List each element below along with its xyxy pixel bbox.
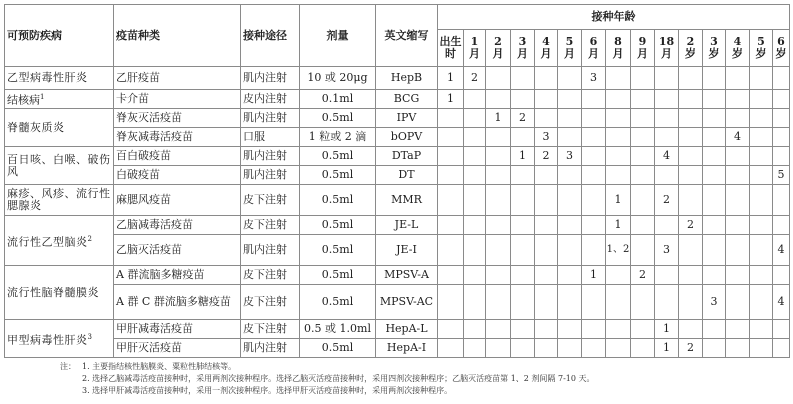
dose-number: [726, 185, 750, 216]
vaccine-cell: 乙脑减毒活疫苗: [114, 216, 241, 235]
dose-number: [486, 128, 511, 147]
dose-number: [750, 216, 773, 235]
dose-number: [703, 90, 726, 109]
dose-number: [679, 235, 703, 266]
abbr-cell: DT: [376, 166, 438, 185]
header-vaccine: 疫苗种类: [114, 5, 241, 67]
table-row: [5, 216, 790, 235]
dose-number: [703, 147, 726, 166]
dose-number: [464, 320, 486, 339]
dose-number: 1: [438, 90, 464, 109]
dose-number: 1: [655, 320, 679, 339]
dose-cell: 0.5ml: [300, 109, 376, 128]
dose-number: [750, 185, 773, 216]
dose-number: [606, 166, 631, 185]
dose-number: [438, 339, 464, 358]
dose-number: [703, 320, 726, 339]
dose-cell: 0.5ml: [300, 285, 376, 320]
dose-cell: 0.5 或 1.0ml: [300, 320, 376, 339]
dose-cell: 0.5ml: [300, 339, 376, 358]
dose-number: [486, 166, 511, 185]
dose-number: [558, 90, 582, 109]
dose-number: [558, 339, 582, 358]
disease-cell: 脊髓灰质炎: [5, 109, 114, 147]
dose-number: [438, 166, 464, 185]
dose-number: [438, 109, 464, 128]
dose-number: [750, 235, 773, 266]
dose-number: 1: [486, 109, 511, 128]
dose-cell: 0.1ml: [300, 90, 376, 109]
dose-number: [438, 128, 464, 147]
dose-number: [679, 320, 703, 339]
table-row: [5, 90, 790, 109]
dose-number: [679, 185, 703, 216]
dose-number: [558, 185, 582, 216]
age-header: 5 岁: [750, 30, 773, 67]
dose-number: [631, 90, 655, 109]
dose-number: [464, 185, 486, 216]
route-cell: 皮下注射: [241, 216, 300, 235]
dose-number: [750, 90, 773, 109]
table-row: [5, 147, 790, 166]
dose-number: [726, 216, 750, 235]
age-header: 2 月: [486, 30, 511, 67]
dose-number: [726, 166, 750, 185]
dose-number: [464, 266, 486, 285]
dose-number: [726, 235, 750, 266]
route-cell: 皮下注射: [241, 285, 300, 320]
dose-number: [726, 109, 750, 128]
dose-number: [558, 166, 582, 185]
dose-number: 3: [582, 67, 606, 90]
dose-number: [535, 90, 558, 109]
footnote-mark: 1: [40, 93, 45, 102]
age-header: 5 月: [558, 30, 582, 67]
dose-number: [606, 320, 631, 339]
dose-number: 1: [438, 67, 464, 90]
dose-number: [703, 67, 726, 90]
dose-number: [703, 109, 726, 128]
dose-number: [438, 185, 464, 216]
dose-number: [558, 109, 582, 128]
dose-number: [773, 67, 790, 90]
dose-number: [750, 266, 773, 285]
abbr-cell: bOPV: [376, 128, 438, 147]
dose-number: [750, 320, 773, 339]
dose-number: [655, 128, 679, 147]
dose-number: [535, 320, 558, 339]
route-cell: 肌内注射: [241, 67, 300, 90]
vaccine-cell: 乙肝疫苗: [114, 67, 241, 90]
dose-number: [535, 166, 558, 185]
dose-number: [750, 285, 773, 320]
dose-number: [655, 285, 679, 320]
vaccine-cell: 甲肝减毒活疫苗: [114, 320, 241, 339]
vaccine-cell: A 群 C 群流脑多糖疫苗: [114, 285, 241, 320]
dose-number: [773, 320, 790, 339]
abbr-cell: MPSV-AC: [376, 285, 438, 320]
dose-number: [535, 266, 558, 285]
dose-number: [558, 128, 582, 147]
disease-cell: 百日咳、白喉、破伤风: [5, 147, 114, 185]
age-header: 3 月: [511, 30, 535, 67]
dose-number: [438, 320, 464, 339]
dose-number: [726, 285, 750, 320]
dose-number: [464, 109, 486, 128]
abbr-cell: JE-I: [376, 235, 438, 266]
dose-number: [631, 216, 655, 235]
dose-number: 4: [773, 235, 790, 266]
dose-number: [438, 235, 464, 266]
dose-number: [703, 216, 726, 235]
dose-number: [773, 266, 790, 285]
dose-number: [679, 147, 703, 166]
dose-number: [535, 339, 558, 358]
dose-number: [655, 67, 679, 90]
dose-number: 2: [679, 339, 703, 358]
dose-number: [511, 166, 535, 185]
dose-number: [606, 90, 631, 109]
dose-number: [558, 216, 582, 235]
dose-number: [535, 216, 558, 235]
vaccine-cell: 麻腮风疫苗: [114, 185, 241, 216]
disease-cell: 乙型病毒性肝炎: [5, 67, 114, 90]
dose-number: [535, 67, 558, 90]
dose-number: [582, 235, 606, 266]
dose-number: [631, 128, 655, 147]
footnote-2: 2. 选择乙脑减毒活疫苗接种时，采用两剂次接种程序。选择乙脑灭活疫苗接种时，采用四剂次接种程序；乙脑灭活疫苗第 1、2 剂间隔 7-10 天。: [82, 374, 595, 383]
dose-number: [511, 216, 535, 235]
dose-number: [582, 166, 606, 185]
schedule-table: [4, 4, 790, 358]
dose-number: [486, 67, 511, 90]
dose-number: [511, 128, 535, 147]
dose-number: [631, 166, 655, 185]
dose-number: [486, 266, 511, 285]
dose-number: [679, 67, 703, 90]
dose-number: [726, 320, 750, 339]
table-row: [5, 166, 790, 185]
abbr-cell: HepB: [376, 67, 438, 90]
table-row: [5, 266, 790, 285]
dose-number: [511, 266, 535, 285]
dose-number: [655, 90, 679, 109]
dose-number: [535, 109, 558, 128]
dose-number: [655, 166, 679, 185]
dose-number: 1: [606, 185, 631, 216]
dose-cell: 0.5ml: [300, 216, 376, 235]
header-route: 接种途径: [241, 5, 300, 67]
dose-number: [558, 320, 582, 339]
dose-number: [773, 185, 790, 216]
dose-number: [631, 285, 655, 320]
dose-number: [511, 67, 535, 90]
dose-number: [703, 235, 726, 266]
dose-number: [535, 185, 558, 216]
dose-number: [631, 147, 655, 166]
dose-number: [631, 109, 655, 128]
vaccine-cell: 白破疫苗: [114, 166, 241, 185]
dose-number: [558, 266, 582, 285]
dose-number: [464, 128, 486, 147]
abbr-cell: MMR: [376, 185, 438, 216]
dose-number: [511, 320, 535, 339]
dose-number: [511, 90, 535, 109]
dose-number: [750, 147, 773, 166]
dose-number: [750, 166, 773, 185]
age-header: 4 月: [535, 30, 558, 67]
dose-number: [464, 235, 486, 266]
dose-number: 3: [558, 147, 582, 166]
dose-number: [438, 285, 464, 320]
dose-number: [535, 285, 558, 320]
dose-number: [679, 90, 703, 109]
table-row: [5, 285, 790, 320]
age-header: 18 月: [655, 30, 679, 67]
dose-number: [486, 339, 511, 358]
dose-number: [679, 166, 703, 185]
dose-cell: 10 或 20μg: [300, 67, 376, 90]
table-row: [5, 185, 790, 216]
abbr-cell: JE-L: [376, 216, 438, 235]
dose-number: [726, 147, 750, 166]
dose-number: 2: [679, 216, 703, 235]
table-row: [5, 235, 790, 266]
footnote-3: 3. 选择甲肝减毒活疫苗接种时，采用一剂次接种程序。选择甲肝灭活疫苗接种时，采用两剂次接种程序。: [82, 386, 453, 395]
dose-number: [486, 320, 511, 339]
header-disease: 可预防疾病: [5, 5, 114, 67]
dose-number: [582, 109, 606, 128]
dose-number: [703, 266, 726, 285]
dose-number: [773, 339, 790, 358]
dose-number: [631, 67, 655, 90]
notes-label: 注：: [60, 362, 76, 371]
dose-number: [582, 320, 606, 339]
dose-number: [726, 339, 750, 358]
dose-number: [464, 90, 486, 109]
dose-number: [582, 285, 606, 320]
footnotes: [4, 361, 789, 397]
age-header: 4 岁: [726, 30, 750, 67]
vaccine-cell: 卡介苗: [114, 90, 241, 109]
dose-number: [726, 67, 750, 90]
vaccine-cell: 甲肝灭活疫苗: [114, 339, 241, 358]
dose-number: [464, 285, 486, 320]
dose-number: 2: [631, 266, 655, 285]
disease-cell: 流行性乙型脑炎$^2$: [5, 216, 114, 266]
table-row: [5, 339, 790, 358]
disease-cell: 流行性脑脊髓膜炎: [5, 266, 114, 320]
route-cell: 肌内注射: [241, 109, 300, 128]
dose-number: [486, 90, 511, 109]
immunization-schedule: [4, 4, 789, 397]
dose-number: [558, 235, 582, 266]
abbr-cell: MPSV-A: [376, 266, 438, 285]
route-cell: 口服: [241, 128, 300, 147]
dose-number: [631, 339, 655, 358]
abbr-cell: HepA-I: [376, 339, 438, 358]
dose-number: [582, 185, 606, 216]
dose-number: 4: [655, 147, 679, 166]
vaccine-cell: A 群流脑多糖疫苗: [114, 266, 241, 285]
table-row: [5, 320, 790, 339]
footnote-mark: 2: [87, 234, 93, 243]
dose-number: 3: [655, 235, 679, 266]
dose-number: [464, 216, 486, 235]
dose-number: [438, 266, 464, 285]
dose-number: [703, 128, 726, 147]
dose-number: 5: [773, 166, 790, 185]
dose-number: 1: [582, 266, 606, 285]
dose-number: [606, 339, 631, 358]
dose-number: [486, 235, 511, 266]
dose-number: [582, 90, 606, 109]
footnote-mark: 3: [87, 332, 93, 341]
abbr-cell: DTaP: [376, 147, 438, 166]
dose-cell: 0.5ml: [300, 266, 376, 285]
dose-number: 1: [655, 339, 679, 358]
dose-number: [486, 216, 511, 235]
dose-number: 2: [464, 67, 486, 90]
dose-number: [438, 147, 464, 166]
dose-number: [631, 185, 655, 216]
vaccine-cell: 乙脑灭活疫苗: [114, 235, 241, 266]
dose-number: [773, 90, 790, 109]
age-header: 出生 时: [438, 30, 464, 67]
abbr-cell: IPV: [376, 109, 438, 128]
dose-number: [773, 216, 790, 235]
dose-cell: 0.5ml: [300, 185, 376, 216]
dose-number: [582, 128, 606, 147]
dose-number: [606, 147, 631, 166]
dose-number: 4: [726, 128, 750, 147]
dose-number: [486, 285, 511, 320]
abbr-cell: BCG: [376, 90, 438, 109]
dose-number: [511, 235, 535, 266]
dose-number: [679, 128, 703, 147]
dose-number: [750, 67, 773, 90]
dose-cell: 0.5ml: [300, 147, 376, 166]
dose-number: [726, 90, 750, 109]
dose-number: [606, 67, 631, 90]
dose-number: [464, 339, 486, 358]
route-cell: 肌内注射: [241, 166, 300, 185]
route-cell: 皮内注射: [241, 90, 300, 109]
disease-cell: 麻疹、风疹、流行性腮腺炎: [5, 185, 114, 216]
age-header: 3 岁: [703, 30, 726, 67]
dose-number: [582, 147, 606, 166]
age-header: 8 月: [606, 30, 631, 67]
dose-number: [558, 285, 582, 320]
disease-cell: 甲型病毒性肝炎$^3$: [5, 320, 114, 358]
age-header: 6 月: [582, 30, 606, 67]
dose-number: [703, 185, 726, 216]
dose-number: [726, 266, 750, 285]
disease-cell: 结核病$^1$: [5, 90, 114, 109]
dose-number: 2: [655, 185, 679, 216]
age-header: 9 月: [631, 30, 655, 67]
dose-number: [606, 266, 631, 285]
footnote-1: 注： 1. 主要指结核性脑膜炎、粟粒性肺结核等。: [4, 361, 789, 373]
dose-number: 2: [535, 147, 558, 166]
dose-number: [558, 67, 582, 90]
vaccine-cell: 脊灰减毒活疫苗: [114, 128, 241, 147]
dose-number: 1、2: [606, 235, 631, 266]
route-cell: 肌内注射: [241, 339, 300, 358]
dose-number: [535, 235, 558, 266]
header-dose: 剂量: [300, 5, 376, 67]
dose-number: [511, 339, 535, 358]
dose-number: [679, 109, 703, 128]
age-header: 1 月: [464, 30, 486, 67]
dose-number: 1: [606, 216, 631, 235]
header-abbr: 英文缩写: [376, 5, 438, 67]
dose-number: [486, 147, 511, 166]
header-age-group: 接种年龄: [438, 5, 790, 30]
dose-number: [655, 109, 679, 128]
route-cell: 皮下注射: [241, 266, 300, 285]
dose-cell: 1 粒或 2 滴: [300, 128, 376, 147]
dose-number: [511, 185, 535, 216]
dose-number: 2: [511, 109, 535, 128]
route-cell: 皮下注射: [241, 320, 300, 339]
dose-number: [655, 216, 679, 235]
dose-number: 1: [511, 147, 535, 166]
dose-number: [773, 147, 790, 166]
dose-cell: 0.5ml: [300, 235, 376, 266]
age-header: 2 岁: [679, 30, 703, 67]
dose-number: [511, 285, 535, 320]
dose-number: [438, 216, 464, 235]
dose-number: [703, 339, 726, 358]
vaccine-cell: 脊灰灭活疫苗: [114, 109, 241, 128]
dose-number: 3: [535, 128, 558, 147]
dose-number: [464, 166, 486, 185]
dose-number: [773, 128, 790, 147]
dose-number: [606, 109, 631, 128]
dose-number: [679, 266, 703, 285]
dose-number: [750, 109, 773, 128]
dose-number: [773, 109, 790, 128]
dose-number: [679, 285, 703, 320]
dose-number: [750, 339, 773, 358]
dose-number: [655, 266, 679, 285]
dose-number: [631, 320, 655, 339]
dose-number: [582, 339, 606, 358]
vaccine-cell: 百白破疫苗: [114, 147, 241, 166]
dose-number: [606, 128, 631, 147]
dose-number: 3: [703, 285, 726, 320]
dose-number: [750, 128, 773, 147]
table-row: [5, 109, 790, 128]
dose-number: [606, 285, 631, 320]
dose-number: [486, 185, 511, 216]
table-row: [5, 128, 790, 147]
age-header: 6 岁: [773, 30, 790, 67]
abbr-cell: HepA-L: [376, 320, 438, 339]
dose-number: 4: [773, 285, 790, 320]
dose-number: [703, 166, 726, 185]
dose-number: [582, 216, 606, 235]
route-cell: 肌内注射: [241, 235, 300, 266]
table-row: [5, 67, 790, 90]
dose-number: [631, 235, 655, 266]
route-cell: 皮下注射: [241, 185, 300, 216]
dose-number: [464, 147, 486, 166]
dose-cell: 0.5ml: [300, 166, 376, 185]
route-cell: 肌内注射: [241, 147, 300, 166]
